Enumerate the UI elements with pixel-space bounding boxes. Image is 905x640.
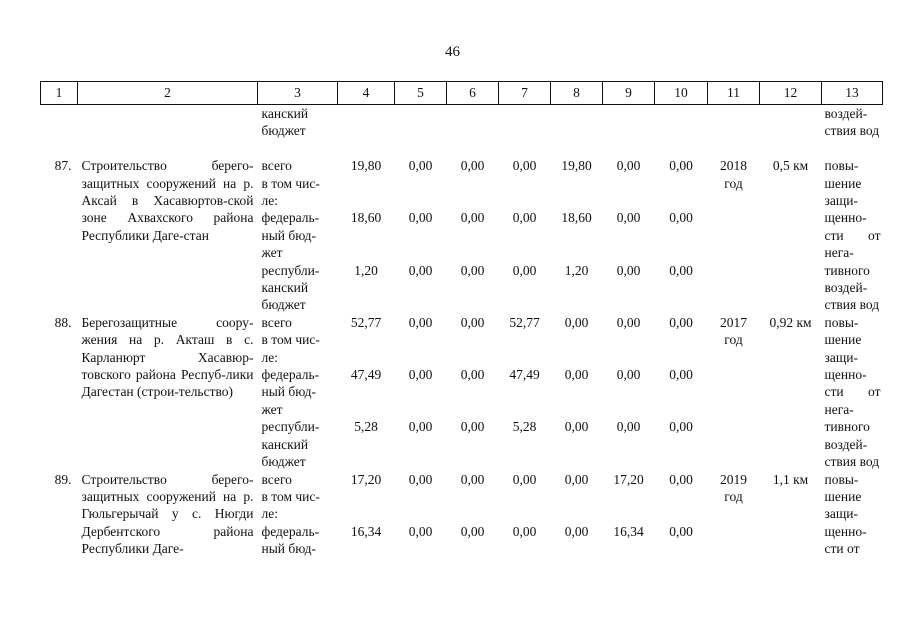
- amount-cell: 0,00: [564, 471, 589, 487]
- completion-year: 2019 год: [720, 471, 747, 504]
- funding-source: в том чис-ле:: [261, 175, 320, 209]
- header-cell: 9: [603, 82, 655, 105]
- amount-cell: [338, 488, 395, 523]
- funding-source: республи-канский бюджет: [261, 262, 320, 313]
- funding-source: республи-канский бюджет: [261, 419, 320, 470]
- header-cell: 4: [338, 82, 395, 105]
- amount-cell: [499, 331, 551, 366]
- amount-cell: [499, 175, 551, 210]
- amount-cell: [551, 488, 603, 523]
- amount-cell: 0,00: [512, 471, 537, 487]
- amount-cell: 0,00: [669, 262, 693, 278]
- amount-cell: [603, 175, 655, 210]
- amount-cell: [338, 331, 395, 366]
- amount-cell: 18,60: [561, 210, 592, 226]
- header-cell: 6: [447, 82, 499, 105]
- capacity-measure: 0,5 км: [772, 158, 809, 174]
- funding-source: федераль-ный бюд-: [261, 523, 320, 557]
- effect-text-body: повы-шение защи-щенно-сти от: [824, 471, 867, 557]
- amount-cell: [338, 175, 395, 210]
- amount-cell: 0,00: [616, 367, 641, 383]
- amount-cell: [447, 488, 499, 523]
- amount-cell: 17,20: [613, 471, 644, 487]
- funding-source: в том чис-ле:: [261, 332, 320, 365]
- amount-cell: 0,00: [408, 158, 433, 174]
- amount-cell: 0,00: [408, 471, 433, 487]
- header-cell: 7: [499, 82, 551, 105]
- object-name: Строительство берего-защитных сооружений на р. Гюльгерычай у с. Нюгди Дербентского района Республики Даге-: [81, 471, 254, 557]
- carry-over-row: [41, 105, 883, 158]
- amount-cell: 0,00: [408, 262, 433, 278]
- amount-cell: [655, 175, 708, 210]
- header-cell: 11: [708, 82, 760, 105]
- amount-cell: [655, 488, 708, 523]
- amount-cell: [395, 175, 447, 210]
- amount-cell: 19,80: [561, 158, 592, 174]
- object-name: Берегозащитные соору-жения на р. Акташ в с. Карланюрт Хасавюр-товского района Респуб-лики Дагестан (строи-тельство): [81, 314, 254, 400]
- amount-cell: 0,00: [408, 314, 433, 330]
- amount-cell: 0,00: [616, 314, 641, 330]
- header-cell: 13: [822, 82, 883, 105]
- header-cell: 2: [78, 82, 258, 105]
- effect-text: [822, 157, 883, 314]
- amount-cell: 0,00: [408, 210, 433, 226]
- amount-cell: [655, 331, 708, 366]
- amount-cell: [499, 488, 551, 523]
- header-cell: 3: [258, 82, 338, 105]
- table-row: [41, 471, 883, 488]
- header-cell: 12: [760, 82, 822, 105]
- amount-cell: [551, 331, 603, 366]
- capacity-measure: 0,92 км: [769, 314, 812, 330]
- amount-cell: 0,00: [669, 471, 693, 487]
- amount-cell: 0,00: [669, 158, 693, 174]
- amount-cell: 17,20: [350, 471, 382, 487]
- amount-cell: 0,00: [669, 314, 693, 330]
- header-cell: 10: [655, 82, 708, 105]
- amount-cell: 0,00: [408, 367, 433, 383]
- amount-cell: 0,00: [408, 523, 433, 539]
- object-name: Строительство берего-защитных сооружений на р. Аксай в Хасавюртов-ской зоне Ахвахского района Республики Даге-стан: [81, 158, 254, 243]
- table-row: [41, 157, 883, 174]
- amount-cell: 0,00: [512, 262, 537, 278]
- amount-cell: 0,00: [408, 419, 433, 435]
- header-row: [41, 82, 883, 105]
- amount-cell: 5,28: [512, 419, 537, 435]
- amount-cell: 0,00: [460, 262, 485, 278]
- header-cell: 8: [551, 82, 603, 105]
- amount-cell: [603, 331, 655, 366]
- effect-text: [822, 471, 883, 558]
- amount-cell: [395, 331, 447, 366]
- amount-cell: 0,00: [512, 523, 537, 539]
- amount-cell: 5,28: [354, 419, 378, 435]
- amount-cell: 0,00: [460, 210, 485, 226]
- funding-source: федераль-ный бюд-жет: [261, 210, 320, 261]
- amount-cell: 0,00: [460, 471, 485, 487]
- amount-cell: [447, 331, 499, 366]
- amount-cell: 47,49: [509, 367, 540, 383]
- page-number: 46: [445, 44, 460, 60]
- amount-cell: 16,34: [613, 523, 644, 539]
- effect-text-body: повы-шение защи-щенно-сти от нега-тивного воздей-ствия вод: [824, 314, 881, 470]
- amount-cell: 0,00: [669, 210, 693, 226]
- funding-source: федераль-ный бюд-жет: [261, 367, 320, 417]
- amount-cell: 16,34: [350, 523, 382, 539]
- amount-cell: 0,00: [460, 314, 485, 330]
- amount-cell: 0,00: [460, 523, 485, 539]
- table-row: [41, 314, 883, 331]
- amount-cell: [395, 488, 447, 523]
- amount-cell: 0,00: [564, 523, 589, 539]
- row-number: 89.: [54, 471, 72, 487]
- funding-source: всего: [261, 471, 292, 487]
- effect-text-body: повы-шение защи-щенно-сти от нега-тивного воздей-ствия вод: [824, 158, 881, 313]
- empty-cell: [41, 105, 78, 158]
- funding-source: канский бюджет: [261, 106, 309, 139]
- amount-cell: 0,00: [616, 262, 641, 278]
- funding-source: в том чис-ле:: [261, 488, 320, 522]
- completion-year: 2018 год: [720, 158, 747, 191]
- amount-cell: [603, 488, 655, 523]
- amount-cell: 0,00: [669, 367, 693, 383]
- amount-cell: 1,20: [354, 262, 378, 278]
- capacity-measure: 1,1 км: [772, 471, 809, 487]
- header-cell: 5: [395, 82, 447, 105]
- amount-cell: 52,77: [509, 314, 540, 330]
- amount-cell: [551, 175, 603, 210]
- amount-cell: 0,00: [669, 523, 693, 539]
- amount-cell: 0,00: [616, 158, 641, 174]
- amount-cell: 0,00: [512, 158, 537, 174]
- header-cell: 1: [41, 82, 78, 105]
- funding-source: всего: [261, 158, 292, 174]
- amount-cell: [447, 175, 499, 210]
- amount-cell: 0,00: [512, 210, 537, 226]
- amount-cell: 0,00: [460, 419, 485, 435]
- completion-year: 2017 год: [720, 314, 747, 348]
- amount-cell: 52,77: [350, 314, 382, 330]
- row-number: 87.: [54, 158, 72, 174]
- amount-cell: 19,80: [350, 158, 382, 174]
- amount-cell: 47,49: [350, 367, 382, 383]
- effect-text: [822, 314, 883, 471]
- row-number: 88.: [54, 314, 72, 330]
- effect-text: воздей-ствия вод: [824, 106, 880, 139]
- amount-cell: 0,00: [616, 419, 641, 435]
- amount-cell: 0,00: [669, 419, 693, 435]
- empty-cell: [78, 105, 258, 158]
- amount-cell: 0,00: [460, 367, 485, 383]
- budget-table: [40, 81, 883, 558]
- funding-source: всего: [261, 314, 292, 330]
- amount-cell: 0,00: [616, 210, 641, 226]
- amount-cell: 1,20: [564, 262, 589, 278]
- amount-cell: 18,60: [350, 210, 382, 226]
- amount-cell: 0,00: [564, 314, 589, 330]
- amount-cell: 0,00: [564, 419, 589, 435]
- amount-cell: 0,00: [460, 158, 485, 174]
- amount-cell: 0,00: [564, 367, 589, 383]
